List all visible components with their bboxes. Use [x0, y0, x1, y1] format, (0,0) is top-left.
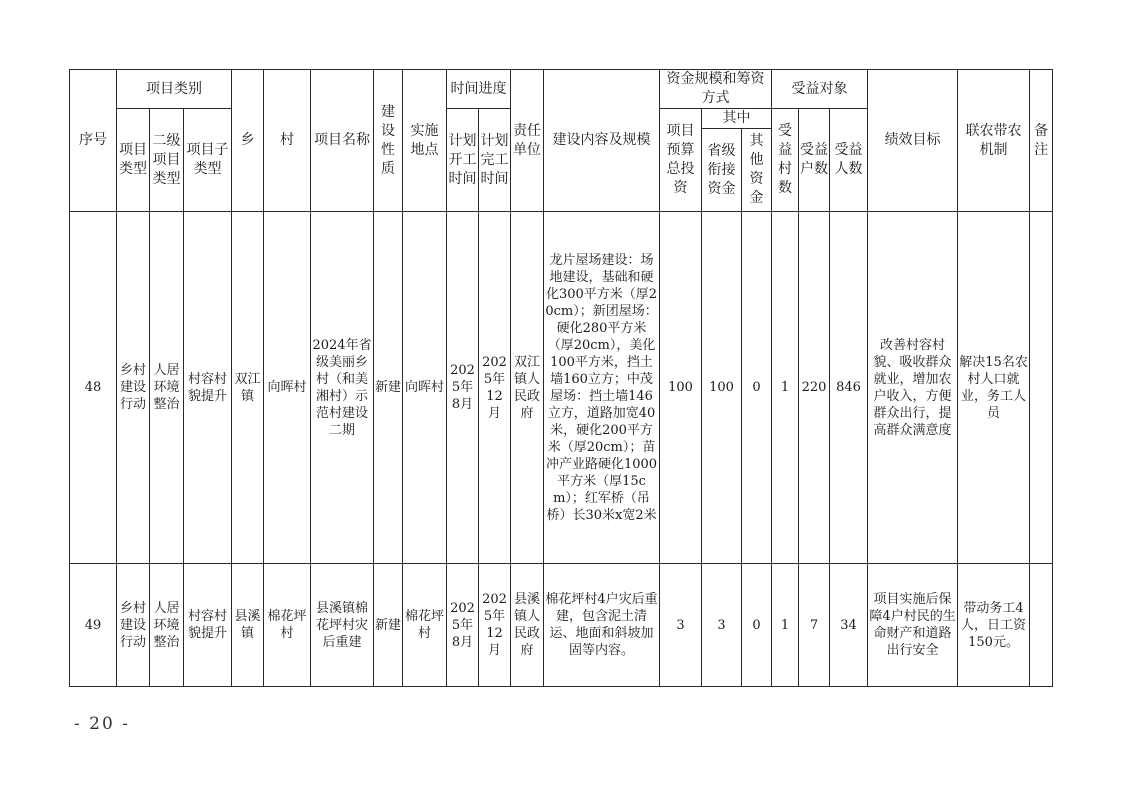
cell-responsible-unit: 县溪镇人民政府 — [511, 564, 544, 687]
cell-remarks — [1030, 212, 1053, 564]
cell-project-name: 县溪镇棉花坪村灾后重建 — [311, 564, 374, 687]
header-provincial-funds: 省级衔接资金 — [702, 129, 742, 212]
cell-remarks — [1030, 564, 1053, 687]
cell-beneficiary-villages: 1 — [772, 212, 799, 564]
header-sub-type: 项目子类型 — [184, 109, 232, 212]
cell-township: 双江镇 — [232, 212, 264, 564]
cell-sub-type: 村容村貌提升 — [184, 212, 232, 564]
header-planned-end: 计划完工时间 — [479, 109, 511, 212]
cell-beneficiary-people: 846 — [830, 212, 868, 564]
project-table — [69, 69, 1053, 687]
cell-construction-nature: 新建 — [374, 212, 403, 564]
header-beneficiary-households: 受益户数 — [799, 109, 830, 212]
cell-planned-end: 2025年12月 — [479, 564, 511, 687]
header-category-group: 项目类别 — [117, 70, 232, 109]
cell-location: 棉花坪村 — [403, 564, 447, 687]
cell-content-scale: 棉花坪村4户灾后重建，包含泥土清运、地面和斜坡加固等内容。 — [544, 564, 660, 687]
cell-total-budget: 3 — [660, 564, 702, 687]
header-row-1 — [70, 70, 1053, 109]
cell-farmer-linkage: 带动务工4人，日工资150元。 — [958, 564, 1030, 687]
cell-sub-type: 村容村貌提升 — [184, 564, 232, 687]
cell-performance-goal: 改善村容村貌、吸收群众就业，增加农户收入，方便群众出行，提高群众满意度 — [868, 212, 958, 564]
header-schedule-group: 时间进度 — [447, 70, 511, 109]
header-other-funds: 其他资金 — [742, 129, 772, 212]
cell-secondary-type: 人居环境整治 — [150, 564, 184, 687]
cell-project-name: 2024年省级美丽乡村（和美湘村）示范村建设二期 — [311, 212, 374, 564]
cell-planned-end: 2025年12月 — [479, 212, 511, 564]
header-secondary-type: 二级项目类型 — [150, 109, 184, 212]
cell-township: 县溪镇 — [232, 564, 264, 687]
header-project-type: 项目类型 — [117, 109, 150, 212]
header-farmer-linkage: 联农带农机制 — [958, 70, 1030, 212]
header-township: 乡 — [232, 70, 264, 212]
table-row — [70, 212, 1053, 564]
header-total-budget: 项目预算总投资 — [660, 109, 702, 212]
header-seq: 序号 — [70, 70, 117, 212]
header-project-name: 项目名称 — [311, 70, 374, 212]
header-beneficiary-group: 受益对象 — [772, 70, 868, 109]
page-number: - 20 - — [74, 714, 130, 734]
cell-seq: 49 — [70, 564, 117, 687]
cell-project-type: 乡村建设行动 — [117, 564, 150, 687]
header-of-which: 其中 — [702, 109, 772, 129]
cell-beneficiary-households: 220 — [799, 212, 830, 564]
header-remarks: 备注 — [1030, 70, 1053, 212]
cell-planned-start: 2025年8月 — [447, 212, 479, 564]
cell-other-funds: 0 — [742, 212, 772, 564]
cell-construction-nature: 新建 — [374, 564, 403, 687]
header-beneficiary-villages: 受益村数 — [772, 109, 799, 212]
cell-beneficiary-households: 7 — [799, 564, 830, 687]
cell-provincial-funds: 100 — [702, 212, 742, 564]
cell-village: 棉花坪村 — [264, 564, 311, 687]
cell-beneficiary-villages: 1 — [772, 564, 799, 687]
cell-total-budget: 100 — [660, 212, 702, 564]
header-beneficiary-people: 受益人数 — [830, 109, 868, 212]
cell-secondary-type: 人居环境整治 — [150, 212, 184, 564]
header-responsible-unit: 责任单位 — [511, 70, 544, 212]
cell-village: 向晖村 — [264, 212, 311, 564]
cell-farmer-linkage: 解决15名农村人口就业，务工人员 — [958, 212, 1030, 564]
header-content-scale: 建设内容及规模 — [544, 70, 660, 212]
cell-performance-goal: 项目实施后保障4户村民的生命财产和道路出行安全 — [868, 564, 958, 687]
cell-project-type: 乡村建设行动 — [117, 212, 150, 564]
header-performance-goal: 绩效目标 — [868, 70, 958, 212]
cell-beneficiary-people: 34 — [830, 564, 868, 687]
cell-content-scale: 龙片屋场建设：场地建设，基础和硬化300平方米（厚20cm）；新团屋场：硬化280平方米（厚20cm），美化100平方米，挡土墙160立方；中茂屋场：挡土墙146立方，道路加宽40米，硬化200平方米（厚20cm）；苗冲产业路硬化1000平方米（厚15cm）；红军桥（吊桥）长30米x宽2米 — [544, 212, 660, 564]
header-construction-nature: 建设性质 — [374, 70, 403, 212]
cell-planned-start: 2025年8月 — [447, 564, 479, 687]
header-planned-start: 计划开工时间 — [447, 109, 479, 212]
cell-provincial-funds: 3 — [702, 564, 742, 687]
cell-responsible-unit: 双江镇人民政府 — [511, 212, 544, 564]
cell-location: 向晖村 — [403, 212, 447, 564]
header-location: 实施地点 — [403, 70, 447, 212]
header-village: 村 — [264, 70, 311, 212]
table-row — [70, 564, 1053, 687]
cell-other-funds: 0 — [742, 564, 772, 687]
header-funding-group: 资金规模和筹资方式 — [660, 70, 772, 109]
cell-seq: 48 — [70, 212, 117, 564]
